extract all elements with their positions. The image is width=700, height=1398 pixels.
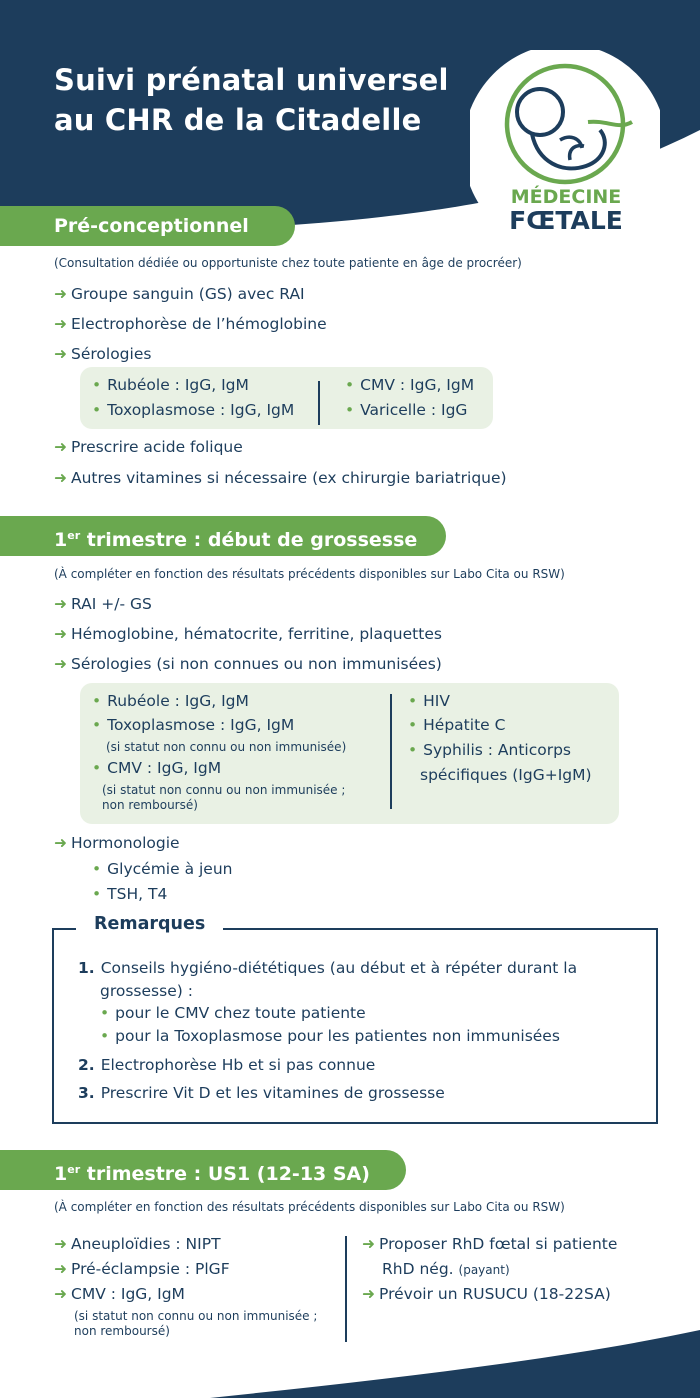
list-item: ➜ Electrophorèse de l’hémoglobine — [54, 315, 327, 333]
logo-text-line-2: FŒTALE — [509, 206, 623, 235]
list-item: ➜ Hémoglobine, hématocrite, ferritine, plaquettes — [54, 625, 442, 643]
remark-1: 1. Conseils hygiéno-diététiques (au début et à répéter durant la — [78, 959, 578, 977]
section-heading-us1: 1er trimestre : US1 (12-13 SA) — [0, 1150, 406, 1190]
arrow-right-icon: ➜ — [54, 595, 67, 613]
list-item: • Rubéole : IgG, IgM — [92, 692, 249, 710]
title-line-1: Suivi prénatal universel — [54, 63, 449, 97]
arrow-right-icon: ➜ — [54, 1260, 67, 1278]
list-item: • Varicelle : IgG — [345, 401, 468, 419]
cmv-note: (si statut non connu ou non immunisée ; non remboursé) — [74, 1309, 318, 1338]
remark-2: 2. Electrophorèse Hb et si pas connue — [78, 1056, 376, 1074]
list-item: • Toxoplasmose : IgG, IgM — [92, 401, 295, 419]
arrow-right-icon: ➜ — [54, 438, 67, 456]
list-item: • Toxoplasmose : IgG, IgM — [92, 716, 295, 734]
remark-3: 3. Prescrire Vit D et les vitamines de grossesse — [78, 1084, 445, 1102]
list-item: ➜ Groupe sanguin (GS) avec RAI — [54, 285, 305, 303]
section-heading-preconception: Pré-conceptionnel — [0, 206, 295, 246]
list-item: ➜ CMV : IgG, IgM — [54, 1285, 185, 1303]
list-item: ➜ Hormonologie — [54, 834, 180, 852]
trimester1-note: (À compléter en fonction des résultats précédents disponibles sur Labo Cita ou RSW) — [54, 567, 565, 581]
remarks-title: Remarques — [76, 914, 223, 934]
divider — [318, 381, 320, 425]
arrow-right-icon: ➜ — [54, 345, 67, 363]
list-item-continued: spécifiques (IgG+IgM) — [420, 766, 592, 784]
arrow-right-icon: ➜ — [54, 285, 67, 303]
arrow-right-icon: ➜ — [54, 315, 67, 333]
arrow-right-icon: ➜ — [362, 1235, 375, 1253]
footer-background — [0, 1320, 700, 1398]
list-item: ➜ Sérologies (si non connues ou non immunisées) — [54, 655, 442, 673]
arrow-right-icon: ➜ — [362, 1285, 375, 1303]
us1-note: (À compléter en fonction des résultats précédents disponibles sur Labo Cita ou RSW) — [54, 1200, 565, 1214]
list-item: ➜ RAI +/- GS — [54, 595, 152, 613]
title-line-2: au CHR de la Citadelle — [54, 103, 422, 137]
list-item: • Glycémie à jeun — [92, 860, 233, 878]
arrow-right-icon: ➜ — [54, 1285, 67, 1303]
section-heading-trimester1: 1er trimestre : début de grossesse — [0, 516, 446, 556]
list-item: • Syphilis : Anticorps — [408, 741, 572, 759]
divider — [390, 694, 392, 809]
list-item: • pour le CMV chez toute patiente — [100, 1004, 366, 1022]
arrow-right-icon: ➜ — [54, 1235, 67, 1253]
list-item: • CMV : IgG, IgM — [345, 376, 475, 394]
list-item: ➜ Sérologies — [54, 345, 152, 363]
list-item: ➜ Autres vitamines si nécessaire (ex chirurgie bariatrique) — [54, 469, 507, 487]
toxo-note: (si statut non connu ou non immunisée) — [106, 740, 347, 754]
list-item: • pour la Toxoplasmose pour les patientes non immunisées — [100, 1027, 560, 1045]
arrow-right-icon: ➜ — [54, 625, 67, 643]
list-item: • Rubéole : IgG, IgM — [92, 376, 249, 394]
list-item: • HIV — [408, 692, 450, 710]
arrow-right-icon: ➜ — [54, 834, 67, 852]
list-item: • Hépatite C — [408, 716, 506, 734]
list-item-continued: RhD nég. (payant) — [382, 1260, 510, 1278]
list-item: ➜ Prescrire acide folique — [54, 438, 243, 456]
page-title — [54, 60, 449, 140]
list-item: • CMV : IgG, IgM — [92, 759, 222, 777]
cmv-note: (si statut non connu ou non immunisée ; non remboursé) — [102, 783, 346, 812]
remark-1-continued: grossesse) : — [100, 982, 193, 1000]
list-item: ➜ Proposer RhD fœtal si patiente — [362, 1235, 618, 1253]
list-item: • TSH, T4 — [92, 885, 168, 903]
preconception-note: (Consultation dédiée ou opportuniste chez toute patiente en âge de procréer) — [54, 256, 522, 270]
arrow-right-icon: ➜ — [54, 655, 67, 673]
list-item: ➜ Aneuploïdies : NIPT — [54, 1235, 221, 1253]
list-item: ➜ Prévoir un RUSUCU (18-22SA) — [362, 1285, 611, 1303]
arrow-right-icon: ➜ — [54, 469, 67, 487]
list-item: ➜ Pré-éclampsie : PlGF — [54, 1260, 230, 1278]
logo-text-line-1: MÉDECINE — [510, 186, 622, 208]
